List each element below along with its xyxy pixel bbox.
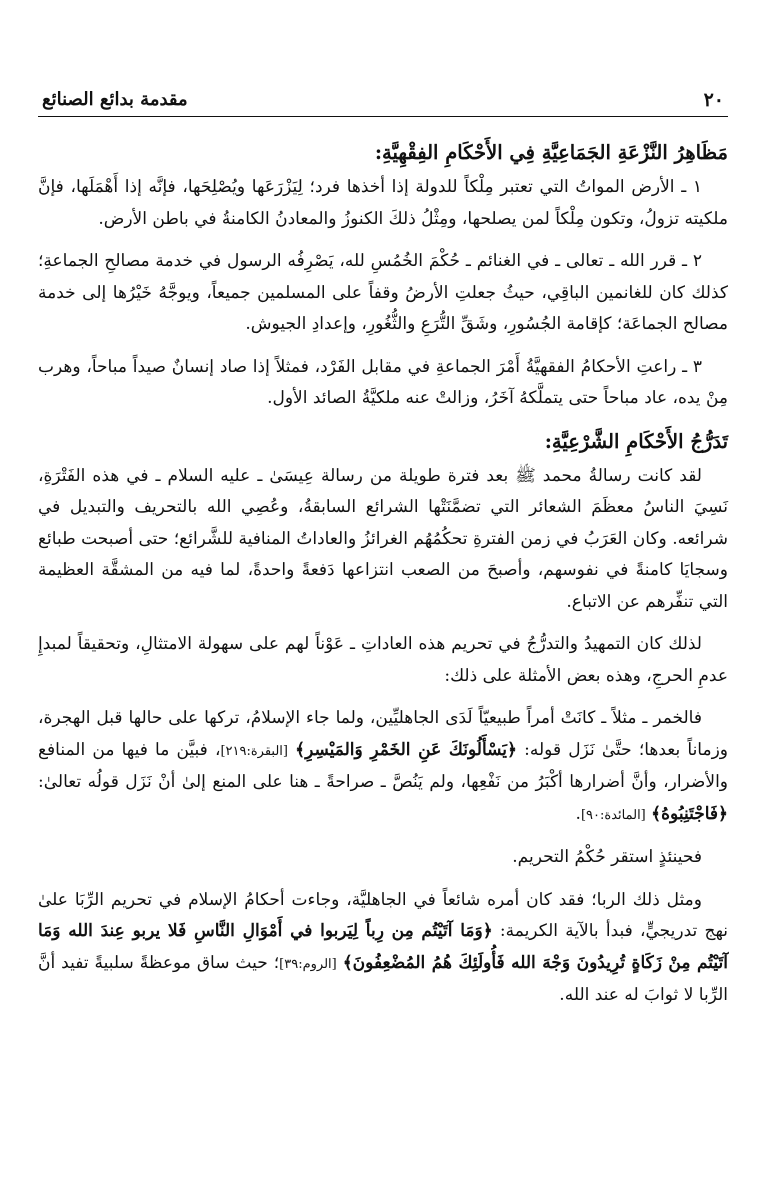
paragraph-gradual: لذلك كان التمهيدُ والتدرُّجُ في تحريم هذه العاداتِ ـ عَوْناً لهم على سهولة الامتثالِ، وتحقيقاً لمبدإِ عدمِ الحرجِ، وهذه بعض الأمثلة على ذلك: [38,634,728,686]
paragraph-item-1: ١ ـ الأرض المواتُ التي تعتبر مِلْكاً للدولة إذا أخذها فرد؛ لِيَزْرَعَها ويُصْلِحَها، فإنَّه إذا أَهْمَلَها، فإنَّ ملكيته تزولُ، وتكون مِلْكاً لمن يصلحها، ومِثْلُ ذلكَ الكنوزُ والمعادنُ الكامنةُ في باطن الأرض. [38,177,728,229]
text-segment: فالخمر ـ مثلاً ـ كانَتْ أمراً طبيعيّاً لَدَى الجاهليِّين، ولما جاء الإسلامُ، تركها على حالها قبل الهجرة، وزماناً بعدها؛ حتَّىٰ نَزَل قوله: [38,708,729,760]
quran-verse: ﴿يَسْأَلُونَكَ عَنِ الخَمْرِ وَالمَيْسِرِ﴾ [295,739,517,760]
verse-reference: [الروم:٣٩] [279,956,337,972]
running-header [38,88,728,117]
paragraph-wine [38,703,728,831]
quran-verse: ﴿فَاجْتَنِبُوهُ﴾ [651,803,728,824]
paragraph-item-2: ٢ ـ قرر الله ـ تعالى ـ في الغنائم ـ حُكْمَ الخُمُسِ لله، يَصْرِفُه الرسول في خدمة مصالحِ الجماعةِ؛ كذلك كان للغانمين الباقِي، حيثُ جعلتِ الأرضُ وقفاً على المسلمين جميعاً، ويوجَّهُ خَيْرُها إلى خدمة مصالح الجماعَة؛ كإقامة الجُسُورِ، وشَقِّ التُّرَعِ والثُّغُورِ، وإعدادِ الجيوش. [38,251,728,334]
paragraph-intro: لقد كانت رسالةُ محمد ﷺ بعد فترة طويلة من رسالة عِيسَىٰ ـ عليه السلام ـ في هذه الفَتْرَةِ، نَسِيَ الناسُ معظَمَ الشعائر التي تضمَّنَتْها الشرائع السابقةُ، وعُصِي الله بالتحريف والتبديل في شرائعه. وكان العَرَبُ في زمن الفترةِ تحكُمُهُم الغرائزُ والعاداتُ المنافية للشَّرائع؛ حتى أصبحت طبائع وسجايَا كامنةً في نفوسهم، وأصبحَ من الصعب انتزاعها دَفعةً واحدةً، لما فيه من المشقَّة العظيمة التي تنفِّرهم عن الاتباع. [38,465,728,612]
page-number: ٢٠ [703,89,724,111]
text-segment: . [575,803,581,824]
section-title-gradual-rulings: تَدَرُّجُ الأَحْكَامِ الشَّرْعِيَّةِ: [544,429,728,453]
text-segment: ومثل ذلك الربا؛ فقد كان أمره شائعاً في الجاهليَّة، وجاءت أحكامُ الإسلام في تحريم الرِّبَا علىٰ نهج تدريجيٍّ، فبدأ بالآية الكريمة: [38,889,729,941]
text-segment: ؛ حيث ساق موعظةً سلبيةً تفيد أنَّ الرِّبا لا ثوابَ له عند الله. [38,952,728,1005]
verse-reference: [البقرة:٢١٩] [220,743,288,759]
page-content [38,137,728,1012]
paragraph-usury [38,885,728,1012]
paragraph-item-3: ٣ ـ راعتِ الأحكامُ الفقهيَّةُ أَمْرَ الجماعةِ في مقابل الفَرْد، فمثلاً إذا صاد إنسانٌ صيداً مباحاً، وهرب مِنْ يده، عاد مباحاً حتى يتملَّكهُ آخَرُ، وزالتْ عنه ملكيَّةُ الصائد الأول. [38,356,728,408]
quran-verse: ﴿وَمَا آتَيْتُم مِن رِباً لِيَربوا في أَمْوَالِ النَّاسِ فَلا يربو عِندَ الله وَمَا آتَيْتُم مِنْ زَكَاةٍ تُرِيدُونَ وَجْهَ الله فَأُولَئِكَ هُمُ المُضْعِفُونَ﴾ [38,921,729,973]
section-title-collective-tendency: مَظَاهِرُ النَّزْعَةِ الجَمَاعِيَّةِ فِي الأَحْكَامِ الفِقْهِيَّةِ: [374,141,728,164]
verse-reference: [المائدة:٩٠] [580,807,646,823]
book-title: مقدمة بدائع الصنائع [42,89,188,110]
paragraph-ruling-settled: فحينئذٍ استقر حُكْمُ التحريم. [512,847,702,867]
text-segment: ، فبيَّن ما فيها من المنافع والأضرار، وأنَّ أضرارها أكْبَرُ من نَفْعِها، ولم يَنُصَّ ـ صراحةً ـ هنا على المنع إلىٰ أنْ نَزَل قولُه تعالىٰ: [38,739,728,792]
